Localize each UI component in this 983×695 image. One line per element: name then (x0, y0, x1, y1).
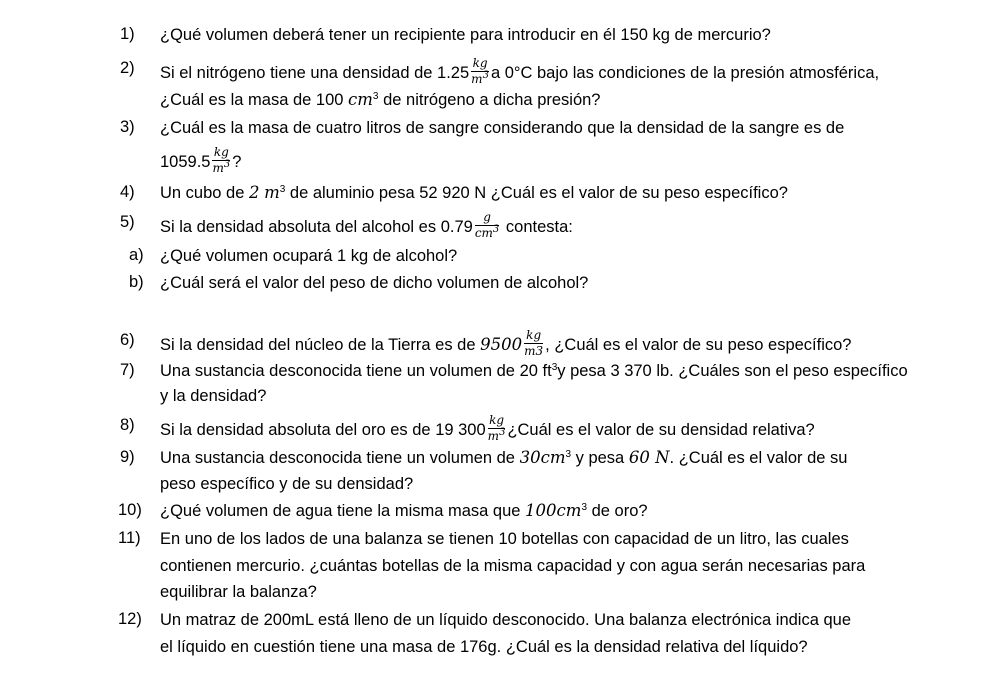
q6-frac-numerator: kg (524, 329, 543, 344)
q7-line1-a: Una sustancia desconocida tiene un volumen de 20 ft (160, 362, 552, 380)
q3-line1: ¿Cuál es la masa de cuatro litros de sangre considerando que la densidad de la sangre es de (160, 119, 845, 137)
q4-unit-exponent: 3 (279, 184, 286, 195)
q4-text (160, 183, 788, 206)
q9-weight: 60 N (628, 448, 670, 467)
q12-line1: Un matraz de 200mL está lleno de un líquido desconocido. Una balanza electrónica indica que (160, 611, 852, 629)
q3-line2 (160, 145, 242, 177)
q2-frac-denominator: m (471, 72, 483, 86)
q1-text: ¿Qué volumen deberá tener un recipiente para introducir en él 150 kg de mercurio? (160, 26, 771, 44)
q5-density-fraction (475, 211, 499, 240)
q7-line1 (160, 361, 908, 384)
q7-number: 7) (120, 361, 135, 379)
q11-line2: contienen mercurio. ¿cuántas botellas de la misma capacidad y con agua serán necesarias para (160, 557, 866, 575)
q8-text-b: ¿Cuál es el valor de su densidad relativa? (507, 420, 815, 439)
q8-number: 8) (120, 416, 135, 434)
q1-number: 1) (120, 25, 135, 43)
q3-frac-exponent: 3 (223, 159, 231, 170)
q6-text-a: Si la densidad del núcleo de la Tierra es de (160, 335, 476, 354)
q4-value: 2 (249, 183, 260, 202)
q9-number: 9) (120, 448, 135, 466)
q9-volume-exponent: 3 (565, 449, 572, 460)
q2-line2 (160, 90, 601, 113)
q5-frac-denominator: cm (474, 226, 493, 240)
q10-text-b: de oro? (591, 502, 648, 520)
q3-density-fraction (212, 146, 230, 175)
q3-frac-denominator: m (212, 161, 224, 175)
q4-unit: m (264, 183, 280, 202)
q9-volume: 30cm (519, 448, 566, 467)
q12-line2: el líquido en cuestión tiene una masa de 176g. ¿Cuál es la densidad relativa del líquido? (160, 638, 808, 656)
q8-frac-denominator: m (487, 429, 500, 443)
q8-text (160, 413, 815, 445)
q8-density-fraction (488, 414, 506, 443)
q2-line1 (160, 56, 880, 88)
q5-number: 5) (120, 213, 135, 231)
q2-density-fraction (471, 57, 489, 86)
q4-text-b: de aluminio pesa 52 920 N ¿Cuál es el valor de su peso específico? (289, 184, 788, 202)
q7-line2: y la densidad? (160, 387, 267, 405)
q3-line2-a: 1059.5 (160, 152, 211, 171)
q5b-marker: b) (129, 273, 144, 291)
q6-frac-denominator: m3 (524, 344, 544, 358)
q2-unit-exponent: 3 (372, 91, 379, 102)
q5a-marker: a) (129, 246, 144, 264)
q3-line2-b: ? (232, 152, 242, 171)
q5-text (160, 210, 573, 242)
q10-value: 100cm (525, 501, 582, 520)
q10-number: 10) (118, 501, 142, 519)
q8-frac-numerator: kg (489, 413, 505, 427)
q6-value: 9500 (480, 334, 523, 354)
q4-text-a: Un cubo de (160, 184, 245, 202)
q11-line3: equilibrar la balanza? (160, 583, 317, 601)
q5-text-b: contesta: (505, 217, 573, 236)
q2-frac-exponent: 3 (482, 70, 489, 81)
q5-frac-exponent: 3 (492, 224, 500, 235)
q9-line1-a: Una sustancia desconocida tiene un volumen de (160, 449, 515, 467)
q2-number: 2) (120, 59, 135, 77)
q11-number: 11) (118, 529, 141, 547)
q6-text (160, 328, 852, 360)
q9-line1 (160, 448, 847, 471)
q6-text-b: , ¿Cuál es el valor de su peso específico? (545, 335, 852, 354)
q8-frac-exponent: 3 (499, 427, 506, 438)
q3-frac-numerator: kg (213, 145, 229, 159)
q8-text-a: Si la densidad absoluta del oro es de 19 300 (160, 420, 486, 439)
q7-unit-exponent: 3 (551, 362, 558, 373)
q6-density-fraction (524, 329, 543, 358)
q2-frac-numerator: kg (472, 56, 488, 70)
q2-unit: cm (348, 90, 373, 109)
q4-number: 4) (120, 183, 135, 201)
q2-line1-b: a 0°C bajo las condiciones de la presión atmosférica, (490, 63, 880, 82)
q2-line2-b: de nitrógeno a dicha presión? (383, 91, 601, 109)
q5-text-a: Si la densidad absoluta del alcohol es 0.79 (160, 217, 473, 236)
q12-number: 12) (118, 610, 142, 628)
q3-number: 3) (120, 118, 135, 136)
q2-line2-a: ¿Cuál es la masa de 100 (160, 91, 344, 109)
q9-line2: peso específico y de su densidad? (160, 475, 414, 493)
q5b-text: ¿Cuál será el valor del peso de dicho volumen de alcohol? (160, 274, 589, 292)
q5-frac-numerator: g (475, 211, 499, 226)
q6-number: 6) (120, 331, 135, 349)
q9-line1-c: . ¿Cuál es el valor de su (669, 449, 848, 467)
q5a-text: ¿Qué volumen ocupará 1 kg de alcohol? (160, 247, 458, 265)
q10-value-exponent: 3 (581, 502, 587, 513)
q2-line1-a: Si el nitrógeno tiene una densidad de 1.25 (160, 63, 470, 82)
q7-line1-b: y pesa 3 370 lb. ¿Cuáles son el peso específico (557, 362, 908, 380)
q9-line1-b: y pesa (575, 449, 625, 467)
q10-text-a: ¿Qué volumen de agua tiene la misma masa que (160, 502, 521, 520)
q10-text (160, 501, 648, 524)
q11-line1: En uno de los lados de una balanza se tienen 10 botellas con capacidad de un litro, las cuales (160, 530, 849, 548)
